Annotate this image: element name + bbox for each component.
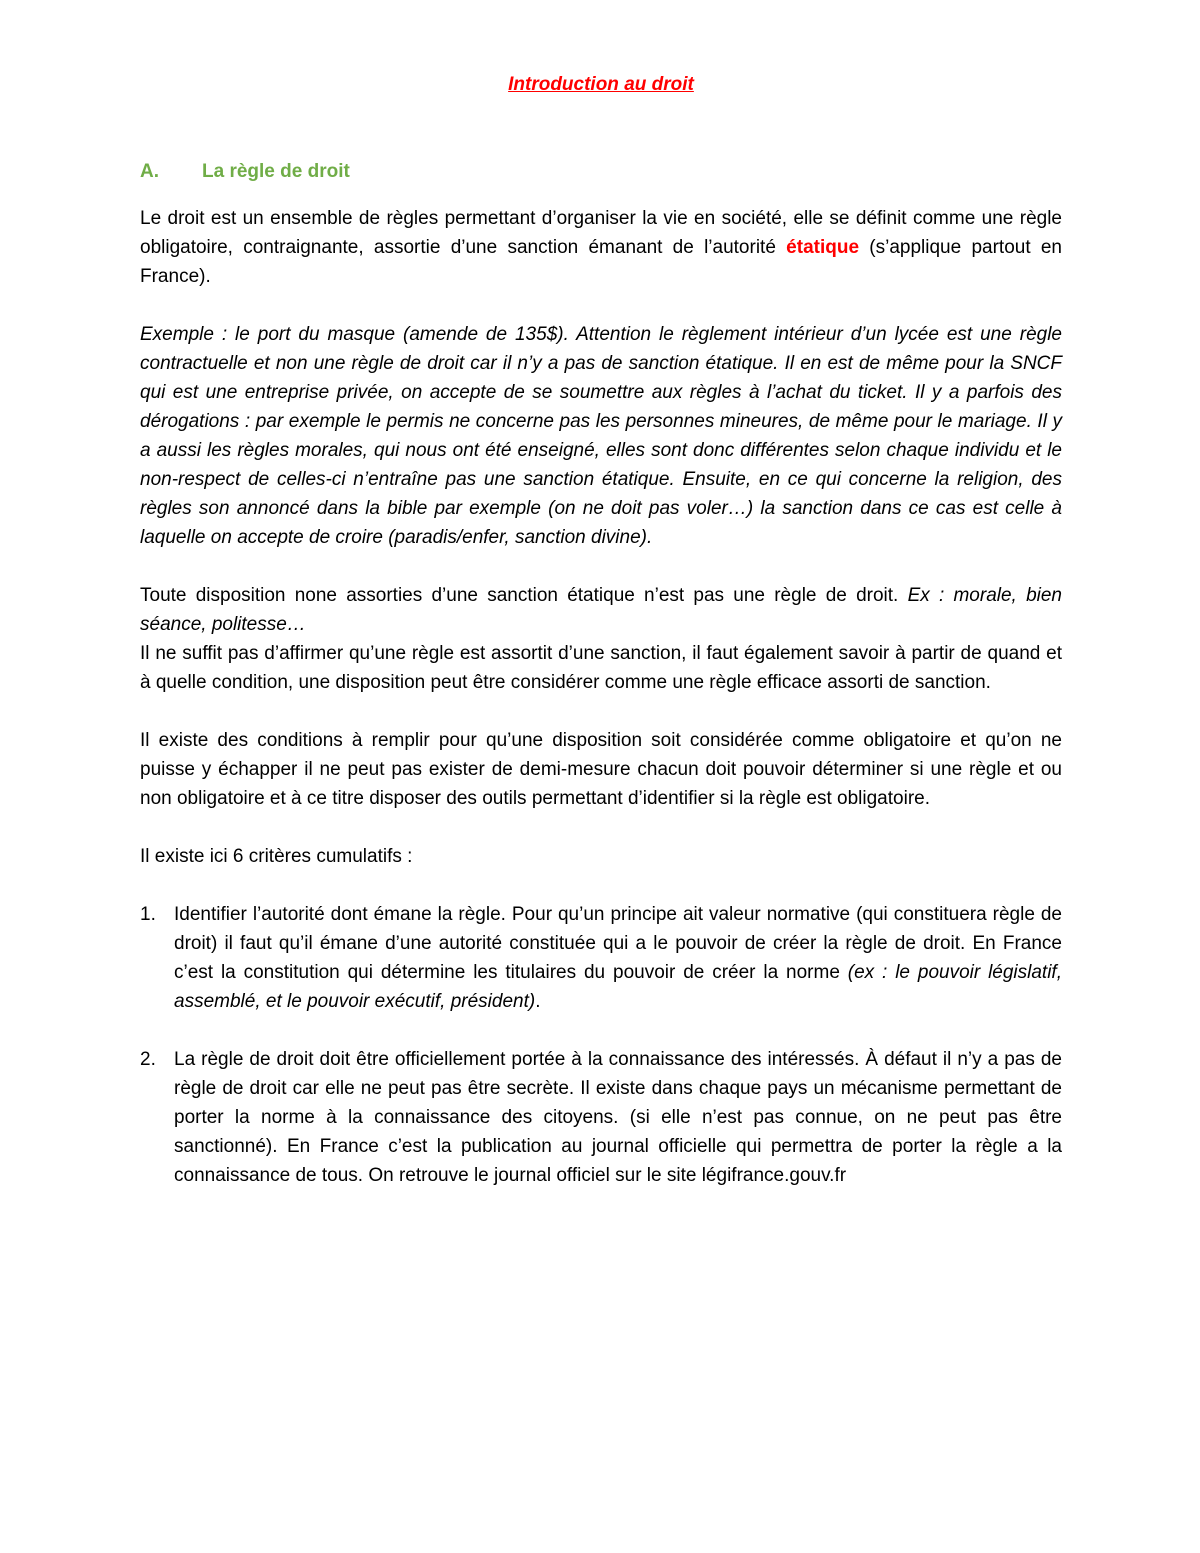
list-item-text [174, 900, 1062, 1016]
list-item-number: 2. [140, 1049, 156, 1070]
toute-example: Ex : morale, bien séance, politesse… [140, 585, 1062, 635]
list-item-normal: La règle de droit doit être officiellement portée à la connaissance des intéressés. À défaut il n’y a pas de règle de droit car elle ne peut pas être secrète. Il existe dans chaque pays un mécanisme permettant de porter la norme à la connaissance des citoyens. (si elle n’est pas connue, on ne peut pas être sanctionné). En France c’est la publication au journal officielle qui permettra de porter la règle a la connaissance de tous. On retrouve le journal officiel sur le site légifrance.gouv.fr [174, 1049, 1062, 1186]
section-heading-text: La règle de droit [202, 161, 350, 182]
toute-paragraph [140, 581, 1062, 639]
example-paragraph: Exemple : le port du masque (amende de 135$). Attention le règlement intérieur d’un lycée est une règle contractuelle et non une règle de droit car il n’y a pas de sanction étatique. Il en est de même pour la SNCF qui est une entreprise privée, on accepte de se soumettre aux règles à l’achat du ticket. Il y a parfois des dérogations : par exemple le permis ne concerne pas les personnes mineures, de même pour le mariage. Il y a aussi les règles morales, qui nous ont été enseigné, elles sont donc différentes selon chaque individu et le non-respect de celles-ci n’entraîne pas une sanction étatique. Ensuite, en ce qui concerne la religion, des règles son annoncé dans la bible par exemple (on ne doit pas voler…) la sanction dans ce cas est celle à laquelle on accepte de croire (paradis/enfer, sanction divine). [140, 324, 1062, 548]
spacer [140, 291, 1062, 320]
section-heading [140, 157, 1062, 186]
conditions-paragraph: Il existe des conditions à remplir pour qu’une disposition soit considérée comme obligatoire et qu’on ne puisse y échapper il ne peut pas exister de demi-mesure chacun doit pouvoir déterminer si une règle et ou non obligatoire et à ce titre disposer des outils permettant d’identifier si la règle est obligatoire. [140, 730, 1062, 809]
toute-text: Toute disposition none assorties d’une sanction étatique n’est pas une règle de droit. [140, 585, 908, 606]
spacer [140, 1016, 1062, 1045]
section-letter: A. [140, 161, 159, 182]
list-item-after: . [535, 991, 541, 1012]
spacer [140, 813, 1062, 842]
intro-text-after: (s’applique partout en France). [140, 237, 1063, 287]
list-item-italic: (ex : le pouvoir législatif, assemblé, et le pouvoir exécutif, président) [174, 962, 1062, 1012]
document-title: Introduction au droit [508, 74, 694, 95]
suffit-paragraph: Il ne suffit pas d’affirmer qu’une règle est assortit d’une sanction, il faut également savoir à partir de quand et à quelle condition, une disposition peut être considérer comme une règle efficace assorti de sanction. [140, 643, 1062, 693]
intro-text-before: Le droit est un ensemble de règles permettant d’organiser la vie en société, elle se définit comme une règle obligatoire, contraignante, assortie d’une sanction émanant de l’autorité [140, 208, 1062, 258]
list-item [140, 1045, 1062, 1190]
list-item-normal: Identifier l’autorité dont émane la règle. Pour qu’un principe ait valeur normative (qui constituera règle de droit) il faut qu’il émane d’une autorité constituée qui a le pouvoir de créer la règle de droit. En France c’est la constitution qui détermine les titulaires du pouvoir de créer la norme [174, 904, 1062, 983]
document-page [140, 70, 1062, 1190]
spacer [140, 871, 1062, 900]
list-item [140, 900, 1062, 1016]
spacer [140, 697, 1062, 726]
criteria-list [140, 900, 1062, 1190]
list-item-text [174, 1045, 1062, 1190]
list-item-number: 1. [140, 904, 156, 925]
intro-paragraph [140, 204, 1062, 291]
criteres-paragraph: Il existe ici 6 critères cumulatifs : [140, 846, 413, 867]
intro-highlight: étatique [786, 237, 860, 258]
spacer [140, 552, 1062, 581]
